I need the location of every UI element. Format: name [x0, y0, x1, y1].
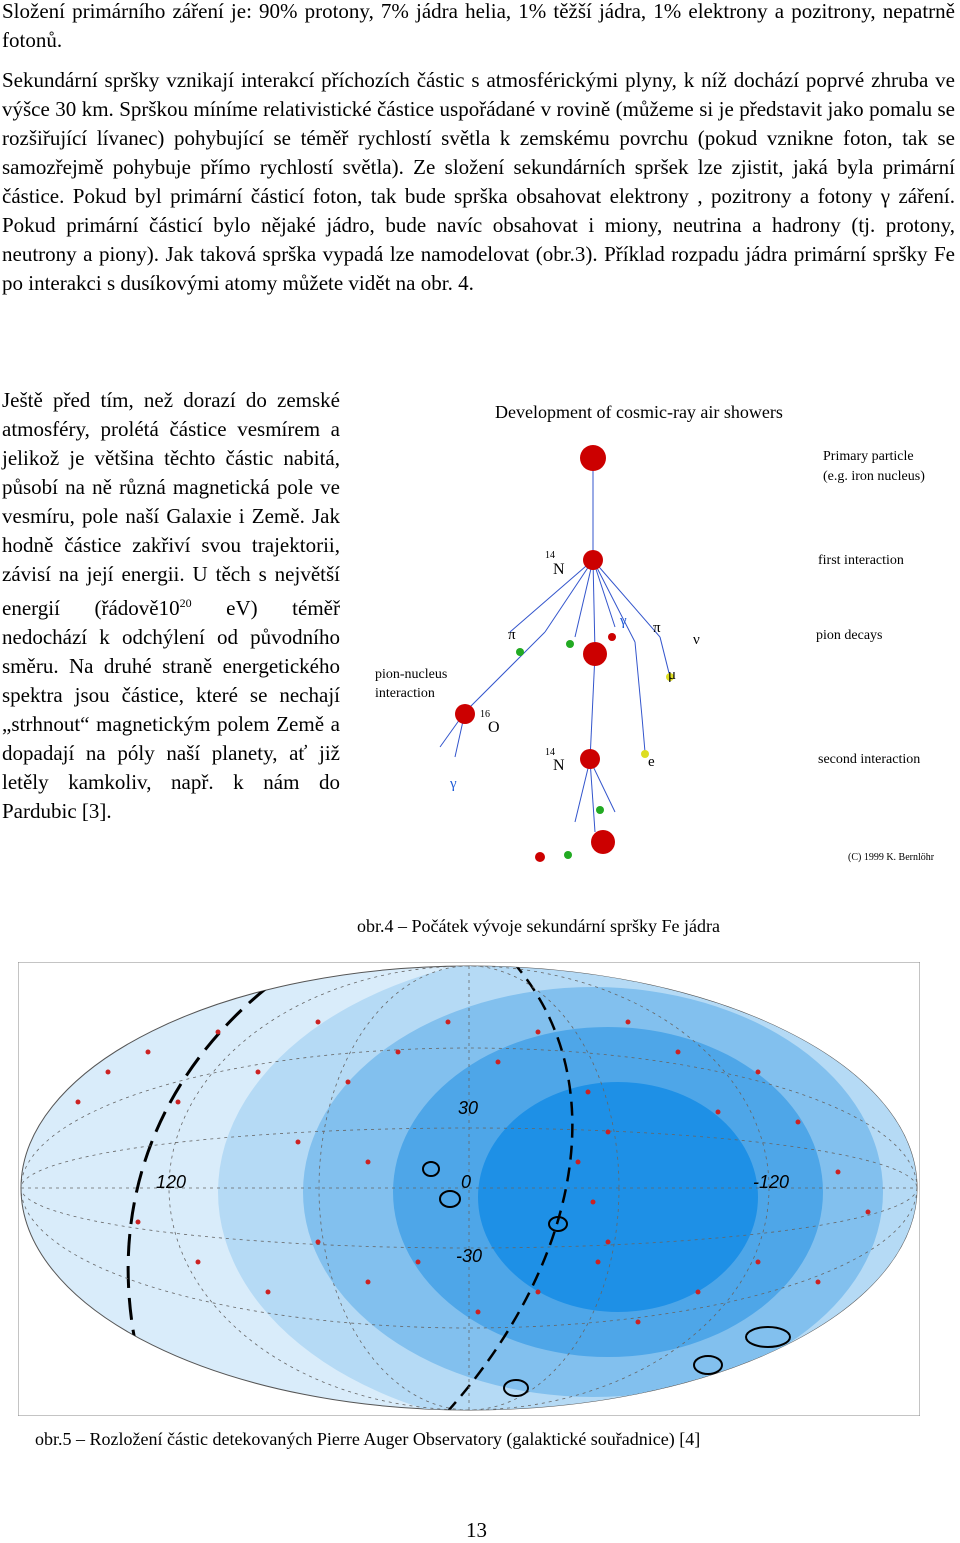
- map-label-minus-30: -30: [456, 1246, 483, 1266]
- label-oxygen: O: [488, 719, 500, 736]
- label-nitrogen-b: N: [553, 757, 565, 774]
- sup-14a: 14: [545, 550, 555, 561]
- label-muon: μ: [668, 667, 677, 683]
- map-label-minus-120: -120: [753, 1172, 790, 1192]
- page-number: 13: [466, 1518, 487, 1542]
- label-pi-b: π: [653, 620, 661, 636]
- sup-14b: 14: [545, 747, 555, 758]
- label-second-interaction: second interaction: [818, 752, 921, 767]
- sup-16: 16: [480, 709, 490, 720]
- label-pion-nucleus: pion-nucleus: [375, 667, 448, 682]
- map-label-0: 0: [461, 1172, 472, 1192]
- map-label-30: 30: [458, 1098, 479, 1118]
- label-pi-a: π: [508, 627, 516, 643]
- label-gamma-a: γ: [620, 613, 627, 629]
- label-interaction: interaction: [375, 686, 435, 701]
- sky-map-figure: [18, 962, 920, 1416]
- caption-figure-4: obr.4 – Počátek vývoje sekundární spršky Fe jádra: [357, 916, 720, 936]
- label-first-interaction: first interaction: [818, 553, 904, 568]
- label-nitrogen-a: N: [553, 561, 565, 578]
- paragraph-composition: Složení primárního záření je: 90% protony, 7% jádra helia, 1% těžší jádra, 1% elektrony a pozitrony, nepatrně fotonů.: [2, 0, 955, 52]
- side-text-a: Ještě před tím, než dorazí do zemské atmosféry, prolétá částice vesmírem a jelikož je většina těchto částic nabitá, působí na ně různá magnetická pole ve vesmíru, pole naší Galaxie i Země. Jak hodně částice zakřiví svou trajektorii, závisí na její energii. U těch s největší energií (řádově10: [2, 388, 340, 620]
- label-copyright: (C) 1999 K. Bernlöhr: [848, 852, 935, 863]
- label-electron: e: [648, 754, 655, 770]
- side-text-b: eV) téměř nedochází k odchýlení od původního směru. Na druhé straně energetického spektra jsou částice, které se nechají „strhnout“ magnetickým polem Země a dopadají na póly naší planety, ať již letěly kamkoliv, např. k nám do Pardubic [3].: [2, 596, 340, 823]
- label-gamma-b: γ: [450, 776, 457, 792]
- label-neutrino: ν: [693, 632, 700, 648]
- paragraph-magnetic-fields: [2, 386, 340, 826]
- caption-figure-5: obr.5 – Rozložení částic detekovaných Pierre Auger Observatory (galaktické souřadnice) [4]: [35, 1429, 701, 1449]
- paragraph-secondary-showers: Sekundární spršky vznikají interakcí příchozích částic s atmosférickými plyny, k níž dochází poprvé zhruba ve výšce 30 km. Sprškou míníme relativistické částice uspořádané v rovině (můžeme si je představit jako pomalu se rozšiřující lívanec) pohybující se téměř rychlostí světla k zemskému povrchu (pokud vznikne foton, tak se samozřejmě pohybuje přímo rychlostí světla). Ze složení sekundárních spršek lze zjistit, jaká byla primární částice. Pokud byl primární částicí foton, tak bude sprška obsahovat elektrony , pozitrony a fotony γ záření. Pokud primární částicí bylo nějaké jádro, bude navíc obsahovat i miony, neutrina a hadrony (tj. protony, neutrony a piony). Jak taková sprška vypadá lze namodelovat (obr.3). Příklad rozpadu jádra primární spršky Fe po interakci s dusíkovými atomy můžete vidět na obr. 4.: [2, 68, 955, 295]
- figure-title: Development of cosmic-ray air showers: [495, 402, 783, 422]
- label-primary-particle: Primary particle: [823, 449, 914, 464]
- label-iron-nucleus: (e.g. iron nucleus): [823, 469, 925, 484]
- label-pion-decays: pion decays: [816, 628, 883, 643]
- air-shower-figure: [370, 392, 950, 877]
- map-label-120: 120: [156, 1172, 187, 1192]
- exponent: 20: [179, 596, 192, 610]
